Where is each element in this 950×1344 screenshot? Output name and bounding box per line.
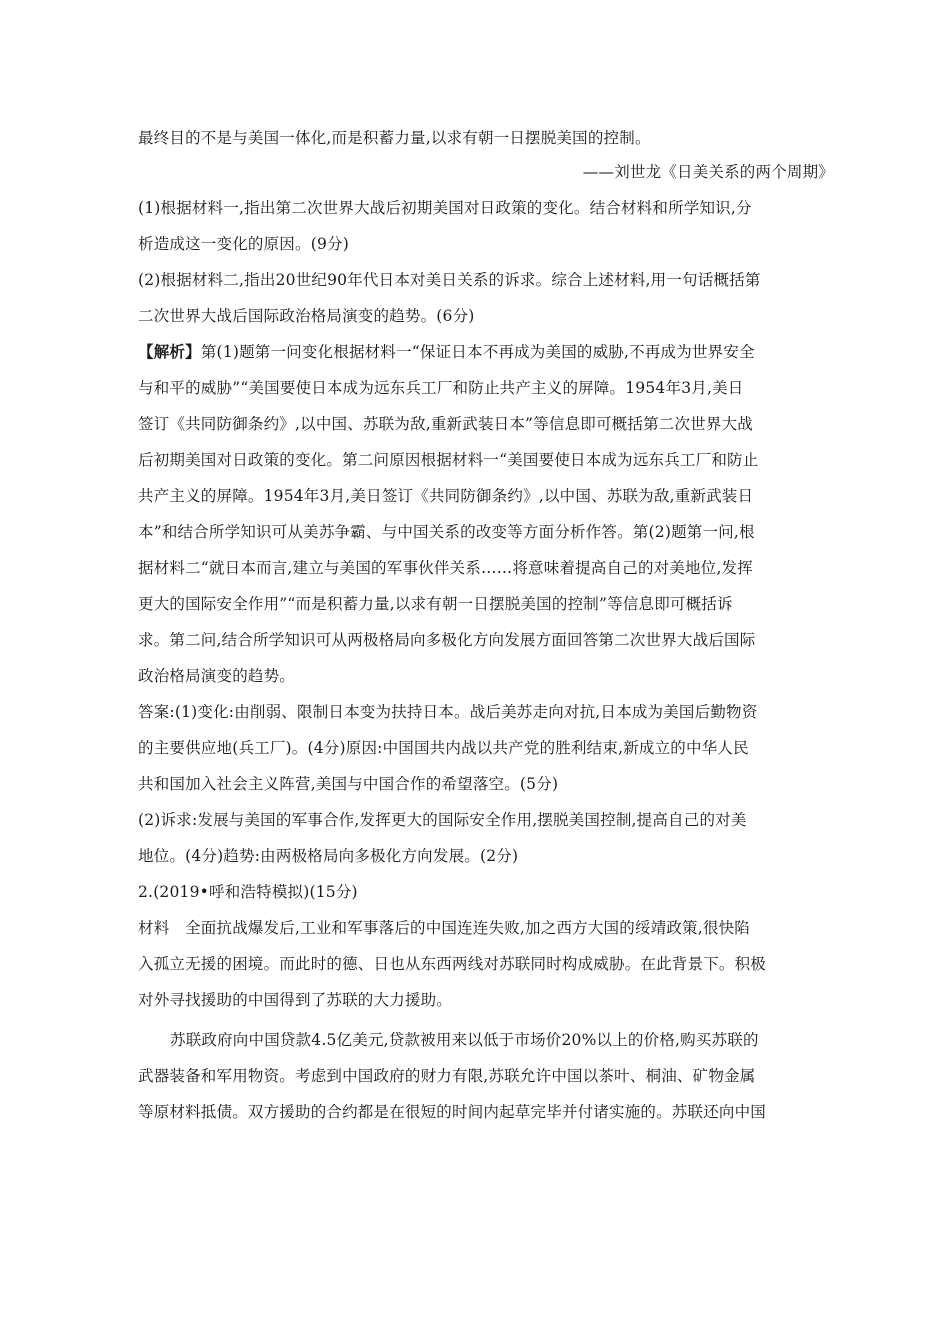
- analysis-line: 共产主义的屏障。1954年3月,美日签订《共同防御条约》,以中国、苏联为敌,重新武装日: [138, 487, 754, 505]
- question-line: (2)根据材料二,指出20世纪90年代日本对美日关系的诉求。综合上述材料,用一句话概括第: [138, 271, 761, 289]
- answer-line: 地位。(4分)趋势:由两极格局向多极化方向发展。(2分): [138, 847, 519, 865]
- analysis-line: 与和平的威胁”“美国要使日本成为远东兵工厂和防止共产主义的屏障。1954年3月,美日: [138, 379, 744, 397]
- material-line: 等原材料抵债。双方援助的合约都是在很短的时间内起草完毕并付诸实施的。苏联还向中国: [138, 1103, 767, 1121]
- analysis-line: 据材料二“就日本而言,建立与美国的军事伙伴关系……将意味着提高自己的对美地位,发挥: [138, 559, 753, 577]
- material-line: 对外寻找援助的中国得到了苏联的大力援助。: [138, 991, 453, 1009]
- analysis-line: 签订《共同防御条约》,以中国、苏联为敌,重新武装日本”等信息即可概括第二次世界大战: [138, 415, 753, 433]
- question-line: 二次世界大战后国际政治格局演变的趋势。(6分): [138, 307, 475, 325]
- question-line: (1)根据材料一,指出第二次世界大战后初期美国对日政策的变化。结合材料和所学知识,分: [138, 199, 752, 217]
- material-line: 苏联政府向中国贷款4.5亿美元,贷款被用来以低于市场价20%以上的价格,购买苏联的: [170, 1031, 759, 1049]
- answer-line: 答案:(1)变化:由削弱、限制日本变为扶持日本。战后美苏走向对抗,日本成为美国后勤物资: [138, 703, 758, 721]
- citation-line: ——刘世龙《日美关系的两个周期》: [582, 163, 834, 181]
- analysis-text: 第(1)题第一问变化根据材料一“保证日本不再成为美国的威胁,不再成为世界安全: [200, 343, 755, 361]
- answer-line: (2)诉求:发展与美国的军事合作,发挥更大的国际安全作用,摆脱美国控制,提高自己的对美: [138, 811, 747, 829]
- analysis-line: 本”和结合所学知识可从美苏争霸、与中国关系的改变等方面分析作答。第(2)题第一问,根: [138, 523, 755, 541]
- answer-line: 共和国加入社会主义阵营,美国与中国合作的希望落空。(5分): [138, 775, 559, 793]
- answer-line: 的主要供应地(兵工厂)。(4分)原因:中国国共内战以共产党的胜利结束,新成立的中华人民: [138, 739, 749, 757]
- text-line: 最终目的不是与美国一体化,而是积蓄力量,以求有朝一日摆脱美国的控制。: [138, 129, 651, 147]
- question-heading: 2.(2019•呼和浩特模拟)(15分): [138, 883, 358, 901]
- analysis-line: 后初期美国对日政策的变化。第二问原因根据材料一“美国要使日本成为远东兵工厂和防止: [138, 451, 759, 469]
- material-line: 入孤立无援的困境。而此时的德、日也从东西两线对苏联同时构成威胁。在此背景下。积极: [138, 955, 767, 973]
- analysis-tag: 【解析】: [138, 342, 201, 361]
- analysis-line: 求。第二问,结合所学知识可从两极格局向多极化方向发展方面回答第二次世界大战后国际: [138, 631, 756, 649]
- analysis-line: 政治格局演变的趋势。: [138, 667, 296, 685]
- question-line: 析造成这一变化的原因。(9分): [138, 235, 349, 253]
- analysis-line: 更大的国际安全作用”“而是积蓄力量,以求有朝一日摆脱美国的控制”等信息即可概括诉: [138, 595, 733, 613]
- analysis-line: [138, 342, 818, 362]
- material-line: 材料 全面抗战爆发后,工业和军事落后的中国连连失败,加之西方大国的绥靖政策,很快陷: [138, 919, 750, 937]
- material-line: 武器装备和军用物资。考虑到中国政府的财力有限,苏联允许中国以茶叶、桐油、矿物金属: [138, 1067, 756, 1085]
